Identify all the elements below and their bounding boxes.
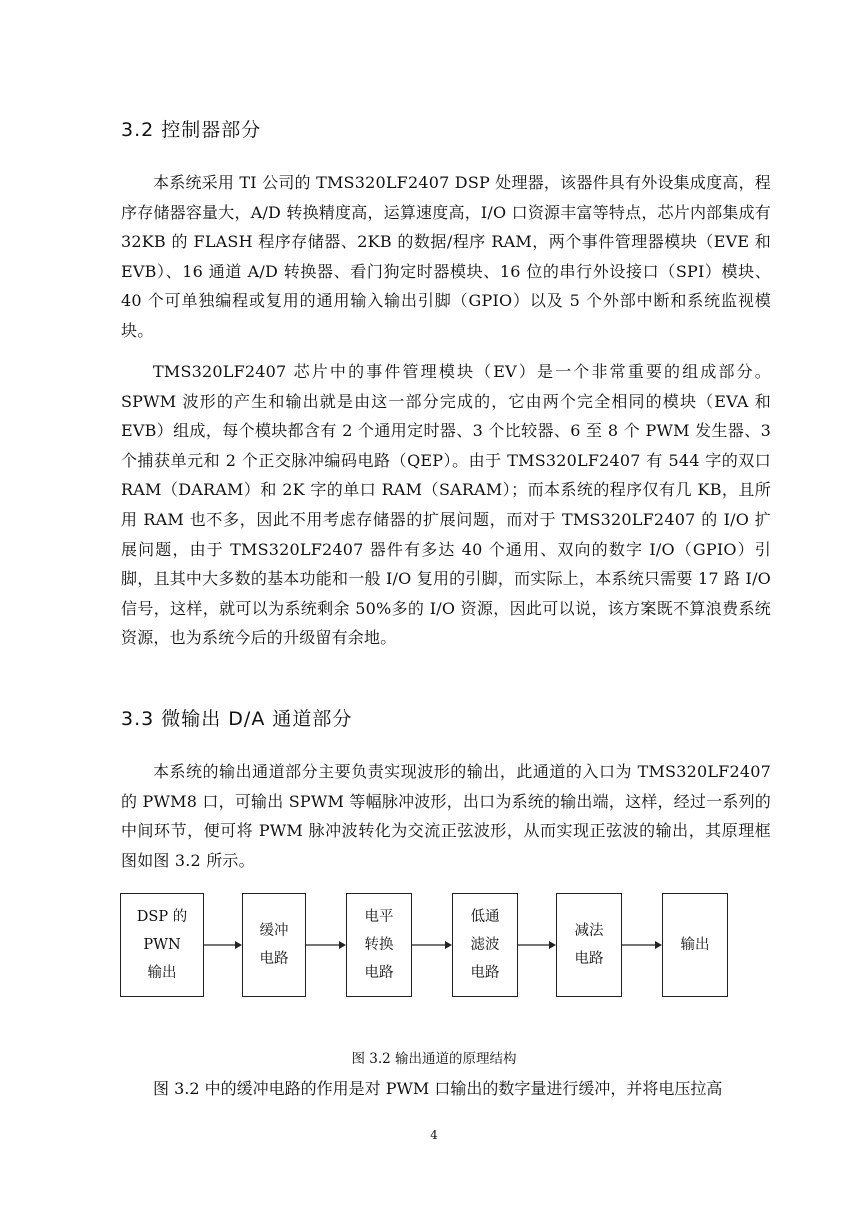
block-label: 低通 滤波 电路	[470, 909, 500, 981]
arrow-connector	[306, 944, 346, 946]
arrow-connector	[518, 944, 556, 946]
figure-caption: 图 3.2 输出通道的原理结构	[351, 1051, 517, 1067]
paragraph-event-manager: TMS320LF2407 芯片中的事件管理模块（EV）是一个非常重要的组成部分。SPWM 波形的产生和输出就是由这一部分完成的，它由两个完全相同的模块（EVA 和 EVB）组成，每个模块都含有 2 个通用定时器、3 个比较器、6 至 8 个 PWM 发生器、3 个捕获单元和 2 个正交脉冲编码电路（QEP）。由于 TMS320LF2407 有 544 字的双口 RAM（DARAM）和 2K 字的单口 RAM（SARAM）；而本系统的程序仅有几 KB，且所用 RAM 也不多，因此不用考虑存储器的扩展问题，而对于 TMS320LF2407 的 I/O 扩展问题，由于 TMS320LF2407 器件有多达 40 个通用、双向的数字 I/O（GPIO）引脚，且其中大多数的基本功能和一般 I/O 复用的引脚，而实际上，本系统只需要 17 路 I/O 信号，这样，就可以为系统剩余 50%多的 I/O 资源，因此可以说，该方案既不算浪费系统资源，也为系统今后的升级留有余地。	[121, 362, 771, 648]
paragraph-controller-intro: 本系统采用 TI 公司的 TMS320LF2407 DSP 处理器，该器件具有外设集成度高，程序存储器容量大，A/D 转换精度高，运算速度高，I/O 口资源丰富等特点，芯片内部集成有 32KB 的 FLASH 程序存储器、2KB 的数据/程序 RAM，两个事件管理器模块（EVE 和 EVB）、16 通道 A/D 转换器、看门狗定时器模块、16 位的串行外设接口（SPI）模块、40 个可单独编程或复用的通用输入输出引脚（GPIO）以及 5 个外部中断和系统监视模块。	[121, 173, 771, 340]
paragraph-output-channel: 本系统的输出通道部分主要负责实现波形的输出，此通道的入口为 TMS320LF2407 的 PWM8 口，可输出 SPWM 等幅脉冲波形，出口为系统的输出端，这样，经过一系列的中间环节，便可将 PWM 脉冲波转化为交流正弦波形，从而实现正弦波的输出，其原理框图如图 3.2 所示。	[121, 762, 771, 870]
block-label: 减法 电路	[574, 923, 604, 967]
output-channel-block-diagram	[120, 893, 730, 1003]
block-label: 输出	[680, 937, 710, 953]
block-dsp-pwm-output	[120, 893, 204, 997]
section-heading-3-3: 3.3 微输出 D/A 通道部分	[121, 708, 353, 730]
block-label: DSP 的 PWN 输出	[136, 909, 188, 981]
block-subtraction-circuit	[556, 893, 622, 997]
arrow-connector	[622, 944, 662, 946]
block-output	[662, 893, 728, 997]
block-label: 缓冲 电路	[259, 923, 289, 967]
block-lowpass-filter-circuit	[452, 893, 518, 997]
block-label: 电平 转换 电路	[364, 909, 394, 981]
block-buffer-circuit	[242, 893, 306, 997]
block-level-shift-circuit	[346, 893, 412, 997]
section-heading-3-2: 3.2 控制器部分	[121, 119, 262, 141]
page-number: 4	[430, 1128, 438, 1142]
paragraph-buffer-circuit: 图 3.2 中的缓冲电路的作用是对 PWM 口输出的数字量进行缓冲，并将电压拉高	[153, 1079, 723, 1098]
arrow-connector	[412, 944, 452, 946]
arrow-connector	[204, 944, 242, 946]
